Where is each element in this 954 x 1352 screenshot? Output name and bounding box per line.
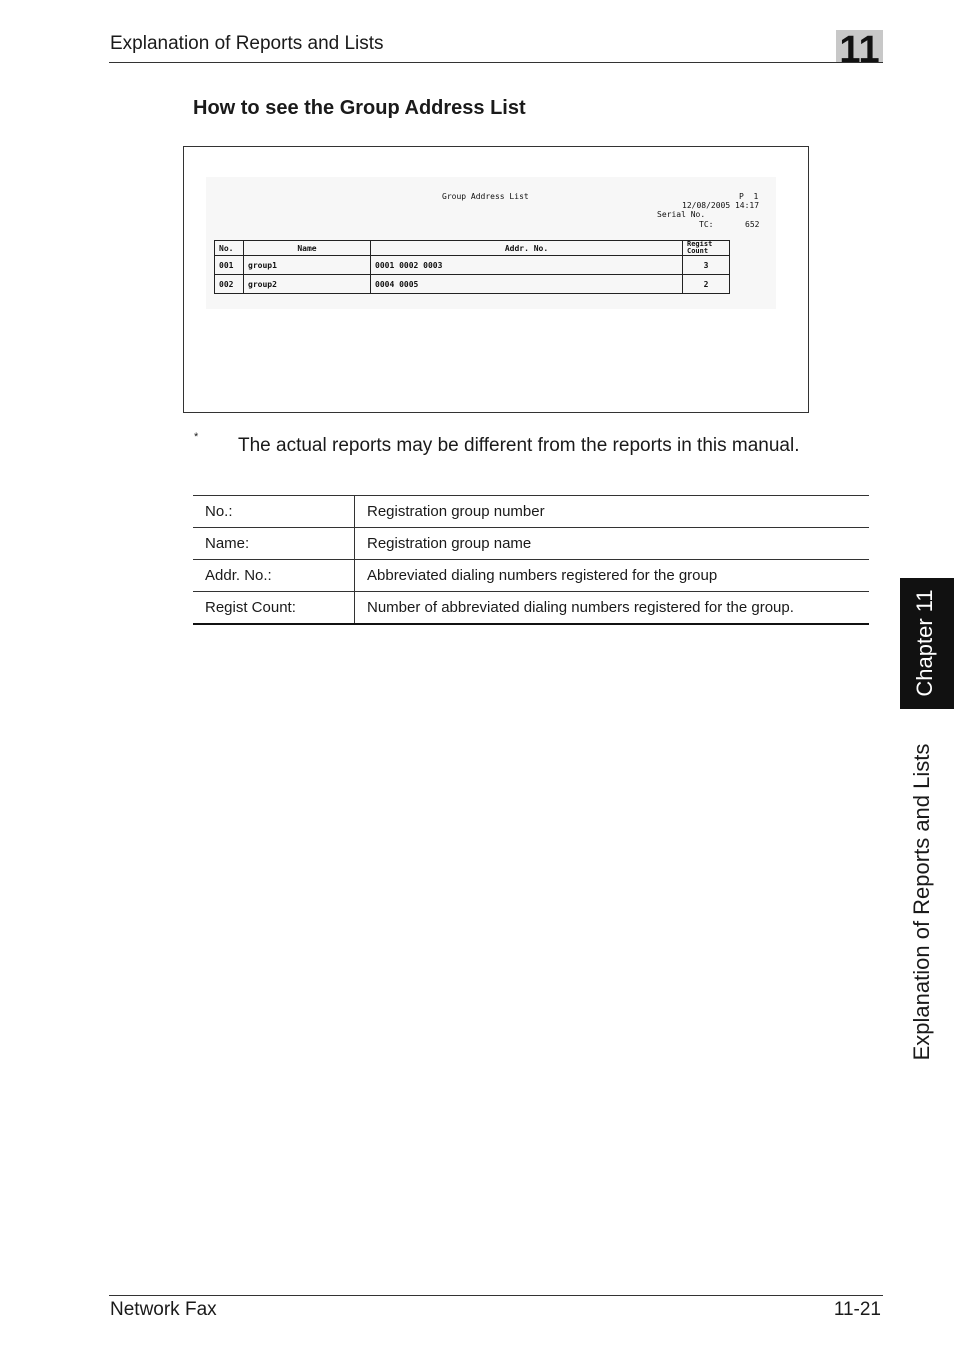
- report-cell-name: group1: [244, 256, 371, 275]
- header-divider: [109, 62, 883, 63]
- report-serial-label: Serial No.: [657, 210, 706, 219]
- definition-row: [193, 560, 869, 592]
- chapter-number-badge: 11: [836, 30, 883, 62]
- report-cell-count: 3: [683, 256, 730, 275]
- report-figure: [183, 146, 809, 413]
- definition-term: Addr. No.:: [193, 560, 355, 592]
- report-row: [215, 275, 730, 294]
- definition-desc: Registration group number: [355, 496, 870, 528]
- report-cell-addr: 0004 0005: [371, 275, 683, 294]
- footer-manual-title: Network Fax: [110, 1299, 217, 1320]
- report-table-header: [215, 241, 730, 256]
- definition-term: No.:: [193, 496, 355, 528]
- note-asterisk: *: [194, 431, 199, 443]
- definition-term: Regist Count:: [193, 592, 355, 625]
- footer-page-number: 11-21: [833, 1299, 881, 1320]
- definitions-table: [193, 495, 869, 625]
- report-col-addr: Addr. No.: [371, 241, 683, 256]
- report-row: [215, 256, 730, 275]
- report-scan: [206, 177, 776, 309]
- section-heading: How to see the Group Address List: [193, 97, 526, 119]
- report-cell-name: group2: [244, 275, 371, 294]
- report-cell-addr: 0001 0002 0003: [371, 256, 683, 275]
- report-page: P 1: [739, 192, 759, 201]
- note-text: The actual reports may be different from the reports in this manual.: [238, 435, 800, 456]
- report-table: [214, 240, 730, 294]
- report-datetime: 12/08/2005 14:17: [682, 201, 760, 210]
- report-tc-value: 652: [745, 220, 760, 229]
- report-col-name: Name: [244, 241, 371, 256]
- report-col-no: No.: [215, 241, 244, 256]
- definition-row: [193, 496, 869, 528]
- report-title: Group Address List: [442, 192, 529, 201]
- definition-row: [193, 528, 869, 560]
- report-tc-label: TC:: [699, 220, 714, 229]
- definition-term: Name:: [193, 528, 355, 560]
- footer-divider: [109, 1295, 883, 1296]
- definition-row: [193, 592, 869, 625]
- chapter-side-tab-label: Chapter 11: [912, 589, 937, 697]
- report-cell-no: 002: [215, 275, 244, 294]
- definition-desc: Number of abbreviated dialing numbers registered for the group.: [367, 599, 794, 616]
- report-col-count: Regist Count: [683, 241, 730, 256]
- side-section-title: Explanation of Reports and Lists: [909, 743, 934, 1061]
- report-cell-count: 2: [683, 275, 730, 294]
- definition-desc: Registration group name: [355, 528, 870, 560]
- running-header-title: Explanation of Reports and Lists: [110, 33, 384, 54]
- report-cell-no: 001: [215, 256, 244, 275]
- definition-desc: Abbreviated dialing numbers registered for the group: [355, 560, 870, 592]
